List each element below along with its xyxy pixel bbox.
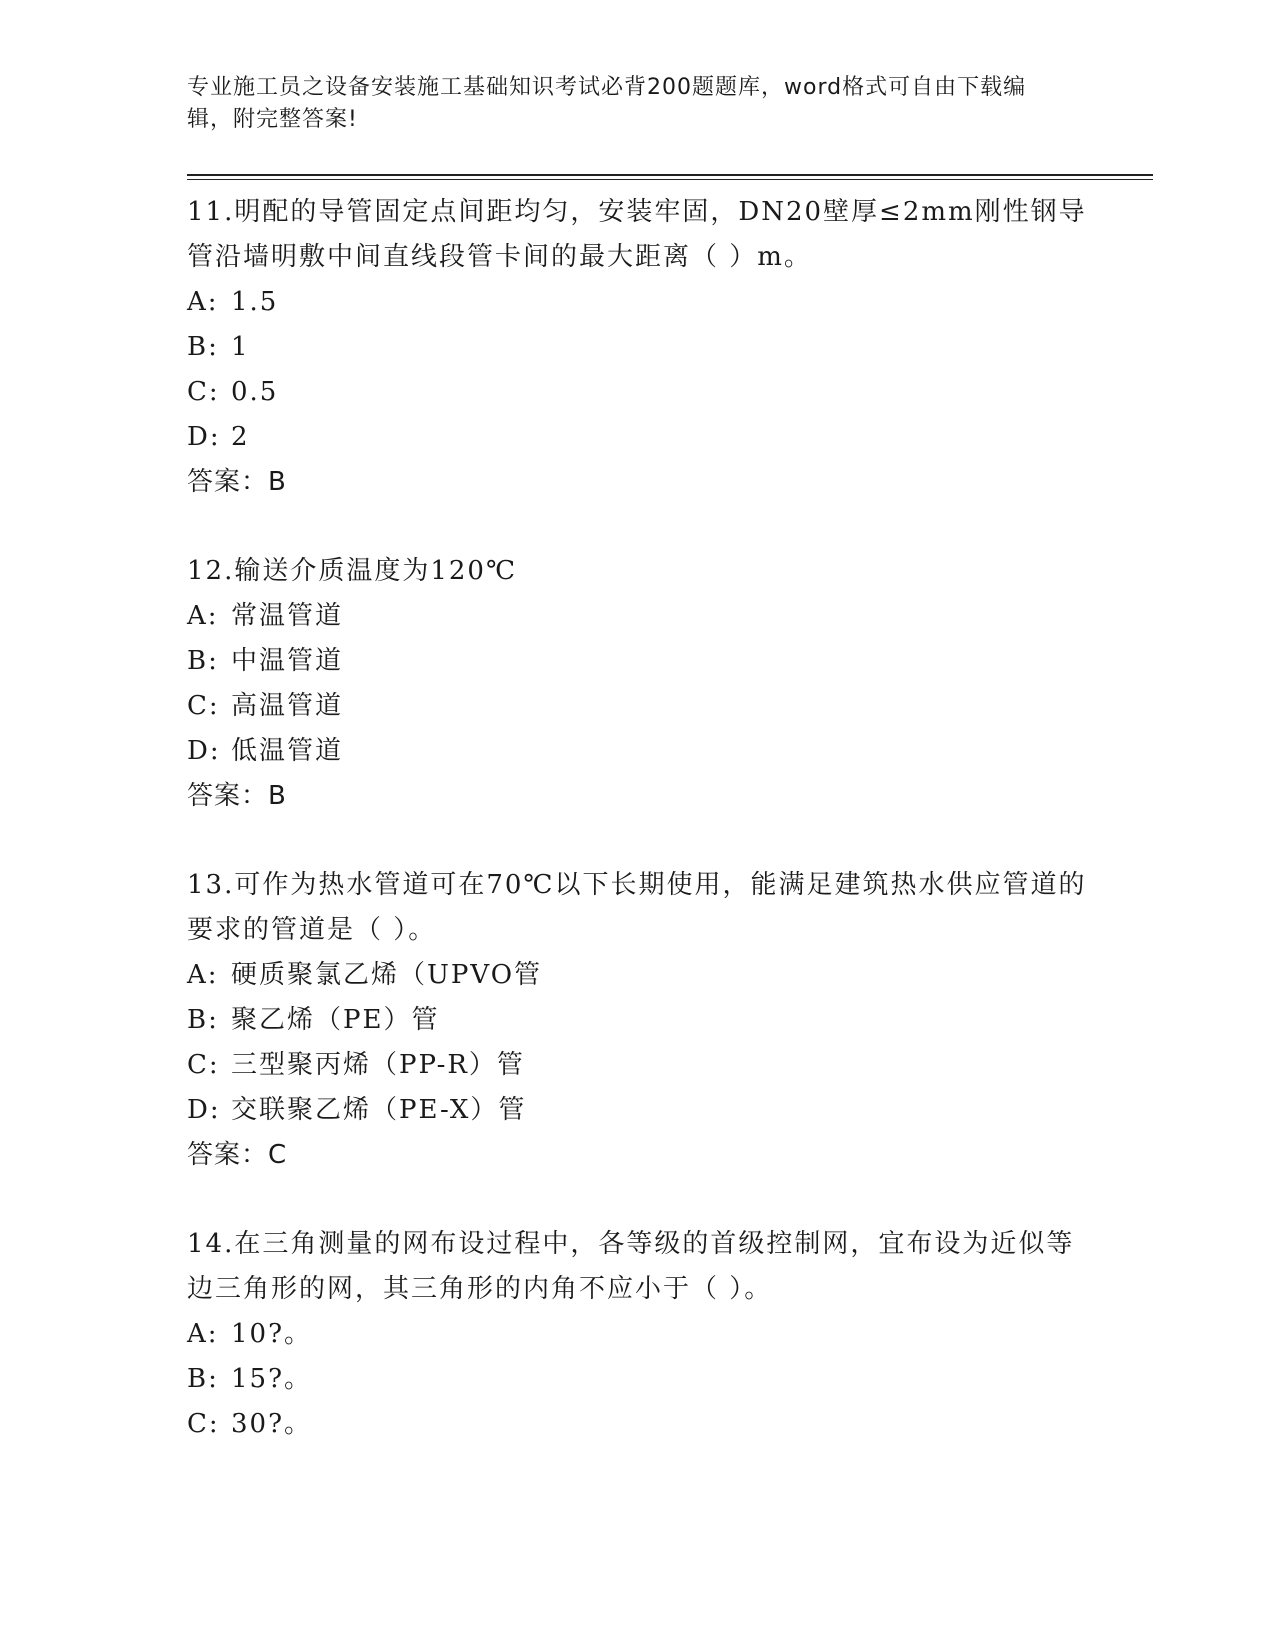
option-key: C: (187, 377, 220, 407)
option-item (187, 1402, 1157, 1447)
option-text: 中温管道 (231, 646, 344, 676)
option-text: 三型聚丙烯（PP-R）管 (231, 1050, 525, 1080)
option-item (187, 370, 1157, 415)
option-key: C: (187, 1050, 220, 1080)
option-item (187, 953, 1157, 998)
question-stem: 12.输送介质温度为120℃ (187, 556, 518, 586)
option-text: 15?。 (231, 1364, 313, 1394)
question-item (187, 549, 1157, 819)
option-key: A: (187, 960, 219, 990)
option-key: D: (187, 422, 221, 452)
option-item (187, 639, 1157, 684)
answer-line: 答案：C (187, 1140, 288, 1170)
option-text: 硬质聚氯乙烯（UPVO管 (231, 960, 543, 990)
option-item (187, 280, 1157, 325)
document-page (187, 72, 1157, 1491)
option-item (187, 594, 1157, 639)
header-divider (187, 174, 1153, 180)
option-text: 1.5 (231, 287, 279, 317)
option-text: 30?。 (231, 1409, 313, 1439)
option-item (187, 1357, 1157, 1402)
option-text: 高温管道 (231, 691, 344, 721)
option-key: B: (187, 1364, 219, 1394)
question-item (187, 190, 1157, 505)
option-key: B: (187, 1005, 219, 1035)
answer-line: 答案：B (187, 467, 287, 497)
option-text: 0.5 (231, 377, 279, 407)
option-key: C: (187, 691, 220, 721)
option-item (187, 729, 1157, 774)
option-item (187, 998, 1157, 1043)
answer-line: 答案：B (187, 781, 287, 811)
option-text: 2 (231, 422, 250, 452)
option-key: D: (187, 1095, 221, 1125)
option-key: D: (187, 736, 221, 766)
option-key: A: (187, 1319, 219, 1349)
option-item (187, 684, 1157, 729)
option-text: 交联聚乙烯（PE-X）管 (231, 1095, 527, 1125)
option-text: 聚乙烯（PE）管 (231, 1005, 440, 1035)
option-item (187, 325, 1157, 370)
question-item (187, 1222, 1157, 1447)
option-text: 常温管道 (231, 601, 344, 631)
option-item (187, 1043, 1157, 1088)
option-text: 低温管道 (231, 736, 344, 766)
question-stem: 14.在三角测量的网布设过程中，各等级的首级控制网，宜布设为近似等边三角形的网，其三角形的内角不应小于（ ）。 (187, 1229, 1075, 1304)
option-key: B: (187, 646, 219, 676)
option-text: 10?。 (231, 1319, 313, 1349)
question-list (187, 190, 1157, 1447)
question-stem: 11.明配的导管固定点间距均匀，安装牢固，DN20壁厚≤2mm刚性钢导管沿墙明敷中间直线段管卡间的最大距离（ ）m。 (187, 197, 1087, 272)
question-stem: 13.可作为热水管道可在70℃以下长期使用，能满足建筑热水供应管道的要求的管道是（ ）。 (187, 870, 1087, 945)
option-key: C: (187, 1409, 220, 1439)
option-text: 1 (231, 332, 250, 362)
option-key: A: (187, 601, 219, 631)
option-key: B: (187, 332, 219, 362)
document-header: 专业施工员之设备安装施工基础知识考试必背200题题库，word格式可自由下载编辑，附完整答案! (187, 75, 1027, 132)
option-item (187, 1312, 1157, 1357)
option-item (187, 1088, 1157, 1133)
question-item (187, 863, 1157, 1178)
option-item (187, 415, 1157, 460)
option-key: A: (187, 287, 219, 317)
